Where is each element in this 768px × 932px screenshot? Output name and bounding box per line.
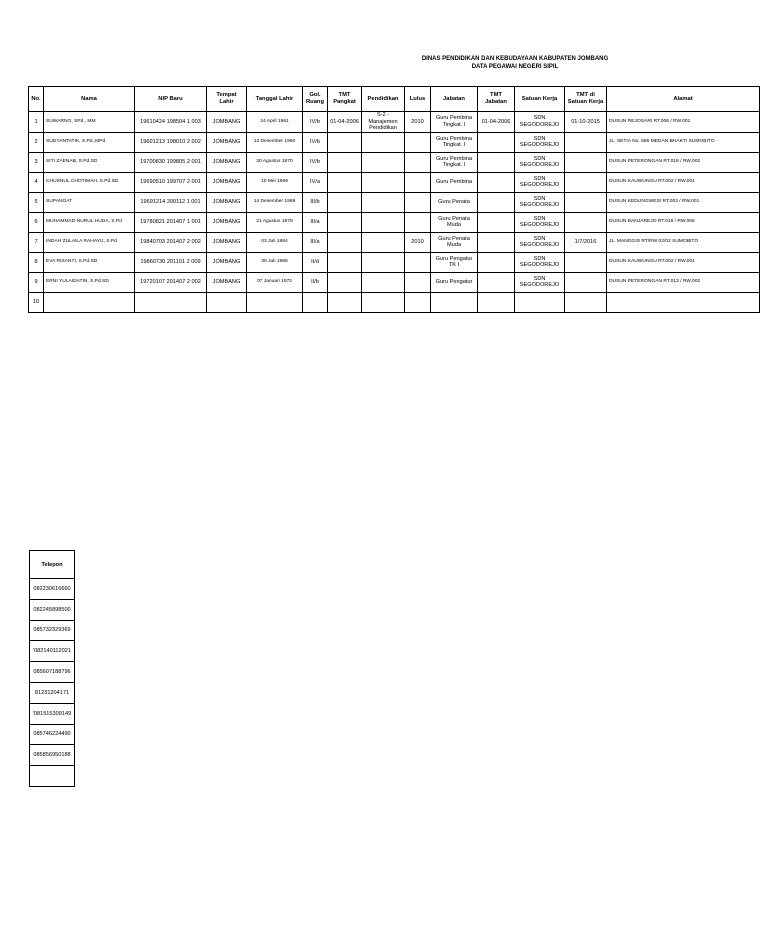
cell-gol: IV/b xyxy=(303,112,328,133)
cell-tmt-pangkat: 01-04-2006 xyxy=(328,112,362,133)
cell-alamat: DUSUN BANJAREJO RT.018 / RW.006 xyxy=(607,212,760,232)
telepon-row xyxy=(30,641,75,662)
cell-nama: SUWARNO, SPd., MM xyxy=(44,112,135,133)
cell-tempat: JOMBANG xyxy=(207,232,247,252)
table-row xyxy=(29,112,760,133)
cell-nip: 19840703 201407 2 002 xyxy=(135,232,207,252)
cell-tmt-pangkat xyxy=(328,212,362,232)
cell-tanggal: 14 Desember 1969 xyxy=(247,192,303,212)
cell-jabatan: Guru Pengatur xyxy=(431,272,478,292)
cell-tanggal: 07 Januari 1972 xyxy=(247,272,303,292)
telepon-row xyxy=(30,599,75,620)
telepon-header: Telepon xyxy=(30,551,75,579)
cell-tmt-pangkat xyxy=(328,132,362,152)
cell-nip: 19860730 201101 2 009 xyxy=(135,252,207,272)
cell-tanggal xyxy=(247,292,303,312)
cell-alamat: JL. MANGGIS RT/RW 02/02 SUMOBITO xyxy=(607,232,760,252)
cell-tanggal: 30 Agustus 1970 xyxy=(247,152,303,172)
cell-tmt-jabatan xyxy=(478,252,515,272)
cell-alamat: DUSUN PETERONGAN RT.013 / RW.002 xyxy=(607,272,760,292)
cell-tmt-satuan xyxy=(565,152,607,172)
cell-tempat: JOMBANG xyxy=(207,132,247,152)
telepon-cell: '081515309149 xyxy=(30,703,75,724)
table-row xyxy=(29,172,760,192)
cell-satuan: SDN SEGODOREJO xyxy=(515,232,565,252)
cell-alamat xyxy=(607,292,760,312)
cell-jabatan: Guru Pengatur TK I xyxy=(431,252,478,272)
cell-tmt-pangkat xyxy=(328,272,362,292)
cell-alamat: DUSUN PETERONGAN RT.018 / RW.002 xyxy=(607,152,760,172)
cell-tmt-satuan xyxy=(565,272,607,292)
cell-tmt-satuan xyxy=(565,132,607,152)
cell-tempat: JOMBANG xyxy=(207,172,247,192)
cell-lulus xyxy=(405,272,431,292)
col-header-satuan-kerja: Satuan Kerja xyxy=(515,87,565,112)
cell-jabatan: Guru Pembina xyxy=(431,172,478,192)
cell-nip: 19720107 201407 2 002 xyxy=(135,272,207,292)
cell-pendidikan xyxy=(362,252,405,272)
cell-nama: SITI ZAENAB, S.Pd.SD xyxy=(44,152,135,172)
col-header-tmt-pangkat: TMT Pangkat xyxy=(328,87,362,112)
cell-alamat: DUSUN KEDUNGWESI RT.002 / RW.001 xyxy=(607,192,760,212)
cell-pendidikan xyxy=(362,272,405,292)
cell-tmt-jabatan xyxy=(478,272,515,292)
telepon-row xyxy=(30,682,75,703)
cell-nama: EVA RISANTI, S.Pd.SD xyxy=(44,252,135,272)
telepon-row xyxy=(30,724,75,745)
cell-gol xyxy=(303,292,328,312)
cell-tmt-satuan xyxy=(565,292,607,312)
cell-jabatan: Guru Pembina Tingkat. I xyxy=(431,152,478,172)
cell-lulus xyxy=(405,132,431,152)
telepon-cell: '082140112021 xyxy=(30,641,75,662)
telepon-header-row xyxy=(30,551,75,579)
cell-nip: 19691214 200112 1 001 xyxy=(135,192,207,212)
col-header-lulus: Lulus xyxy=(405,87,431,112)
cell-tempat: JOMBANG xyxy=(207,192,247,212)
cell-no: 8 xyxy=(29,252,44,272)
cell-gol: II/d xyxy=(303,252,328,272)
col-header-tmt-satuan-kerja: TMT di Satuan Kerja xyxy=(565,87,607,112)
col-header-tmt-jabatan: TMT Jabatan xyxy=(478,87,515,112)
cell-nama xyxy=(44,292,135,312)
cell-pendidikan xyxy=(362,292,405,312)
cell-gol: IV/a xyxy=(303,172,328,192)
telepon-cell: 082230616660 xyxy=(30,579,75,600)
cell-no: 2 xyxy=(29,132,44,152)
cell-gol: II/b xyxy=(303,272,328,292)
cell-no: 9 xyxy=(29,272,44,292)
telepon-cell: 81231204171 xyxy=(30,682,75,703)
cell-nip xyxy=(135,292,207,312)
telepon-cell: 085732329369 xyxy=(30,620,75,641)
cell-no: 3 xyxy=(29,152,44,172)
table-header-row xyxy=(29,87,760,112)
cell-tempat xyxy=(207,292,247,312)
cell-satuan: SDN SEGODOREJO xyxy=(515,192,565,212)
col-header-jabatan: Jabatan xyxy=(431,87,478,112)
cell-jabatan: Guru Penata Muda xyxy=(431,232,478,252)
cell-lulus xyxy=(405,152,431,172)
cell-jabatan: Guru Penata xyxy=(431,192,478,212)
cell-satuan: SDN SEGODOREJO xyxy=(515,272,565,292)
cell-lulus xyxy=(405,212,431,232)
cell-tanggal: 21 Agustus 1978 xyxy=(247,212,303,232)
cell-lulus xyxy=(405,192,431,212)
cell-no: 6 xyxy=(29,212,44,232)
cell-tmt-pangkat xyxy=(328,232,362,252)
cell-tmt-pangkat xyxy=(328,252,362,272)
col-header-tempat-lahir: Tempat Lahir xyxy=(207,87,247,112)
cell-tmt-satuan: 1/7/2016 xyxy=(565,232,607,252)
cell-pendidikan xyxy=(362,172,405,192)
telepon-cell: 082245898500 xyxy=(30,599,75,620)
cell-nama: SUDYANTATIK, S.Pd.,MPd xyxy=(44,132,135,152)
cell-tmt-jabatan xyxy=(478,152,515,172)
cell-tempat: JOMBANG xyxy=(207,152,247,172)
cell-jabatan: Guru Pembina Tingkat. I xyxy=(431,132,478,152)
cell-tempat: JOMBANG xyxy=(207,112,247,133)
cell-gol: III/a xyxy=(303,232,328,252)
cell-pendidikan xyxy=(362,232,405,252)
cell-nip: 19700830 199805 2 001 xyxy=(135,152,207,172)
cell-pendidikan xyxy=(362,152,405,172)
table-row xyxy=(29,152,760,172)
telepon-row xyxy=(30,703,75,724)
cell-pendidikan xyxy=(362,132,405,152)
telepon-cell: 085856950188 xyxy=(30,745,75,766)
cell-tmt-jabatan xyxy=(478,192,515,212)
table-row xyxy=(29,292,760,312)
col-header-alamat: Alamat xyxy=(607,87,760,112)
cell-tanggal: 13 Desember 1960 xyxy=(247,132,303,152)
table-row xyxy=(29,132,760,152)
cell-tmt-pangkat xyxy=(328,192,362,212)
telepon-cell: 085746224490 xyxy=(30,724,75,745)
cell-tmt-pangkat xyxy=(328,292,362,312)
cell-tanggal: 30 Juli 1986 xyxy=(247,252,303,272)
cell-tempat: JOMBANG xyxy=(207,212,247,232)
telepon-table xyxy=(29,550,75,787)
cell-tmt-jabatan xyxy=(478,172,515,192)
cell-no: 7 xyxy=(29,232,44,252)
cell-alamat: DUSUN KAUWUNGU RT.002 / RW.001 xyxy=(607,172,760,192)
cell-tmt-jabatan xyxy=(478,232,515,252)
cell-nama: ERNI YULAIDATIN, S.Pd.SD xyxy=(44,272,135,292)
cell-tmt-satuan xyxy=(565,252,607,272)
telepon-row xyxy=(30,579,75,600)
cell-no: 5 xyxy=(29,192,44,212)
cell-alamat: JL. SETIA No. 565 MEDAN BHAKTI SUMOBITO xyxy=(607,132,760,152)
employee-table xyxy=(28,86,760,313)
cell-nip: 19601213 198010 2 002 xyxy=(135,132,207,152)
telepon-row xyxy=(30,620,75,641)
cell-tanggal: 03 Juli 1984 xyxy=(247,232,303,252)
cell-nip: 19690510 199707 2 001 xyxy=(135,172,207,192)
cell-satuan: SDN SEGODOREJO xyxy=(515,212,565,232)
cell-tmt-pangkat xyxy=(328,172,362,192)
cell-tmt-satuan xyxy=(565,172,607,192)
cell-tmt-jabatan xyxy=(478,212,515,232)
cell-nip: 19610424 198504 1 003 xyxy=(135,112,207,133)
cell-lulus xyxy=(405,252,431,272)
cell-tempat: JOMBANG xyxy=(207,252,247,272)
cell-lulus xyxy=(405,172,431,192)
cell-nama: INDAH ZULAILA RAHAYU, S.Pd xyxy=(44,232,135,252)
cell-pendidikan xyxy=(362,212,405,232)
cell-jabatan: Guru Penata Muda xyxy=(431,212,478,232)
cell-lulus: 2010 xyxy=(405,232,431,252)
cell-satuan: SDN SEGODOREJO xyxy=(515,132,565,152)
cell-nama: SUPANGAT xyxy=(44,192,135,212)
document-title: DINAS PENDIDIKAN DAN KEBUDAYAAN KABUPATEN JOMBANG xyxy=(421,56,609,62)
cell-lulus xyxy=(405,292,431,312)
cell-pendidikan: S-2 - Manajemen Pendidikan xyxy=(362,112,405,133)
cell-satuan: SDN SEGODOREJO xyxy=(515,152,565,172)
cell-no: 10 xyxy=(29,292,44,312)
cell-tmt-jabatan xyxy=(478,292,515,312)
cell-no: 4 xyxy=(29,172,44,192)
table-row xyxy=(29,192,760,212)
cell-gol: IV/b xyxy=(303,132,328,152)
cell-alamat: DUSUN REJOSARI RT.006 / RW.001 xyxy=(607,112,760,133)
cell-tanggal: 10 Mei 1969 xyxy=(247,172,303,192)
cell-gol: III/b xyxy=(303,192,328,212)
cell-gol: III/a xyxy=(303,212,328,232)
telepon-row xyxy=(30,745,75,766)
table-row xyxy=(29,232,760,252)
col-header-nama: Nama xyxy=(44,87,135,112)
cell-no: 1 xyxy=(29,112,44,133)
cell-jabatan xyxy=(431,292,478,312)
cell-nama: CHUSNUL CHOTIMAH, S.Pd.SD xyxy=(44,172,135,192)
col-header-pendidikan: Pendidikan xyxy=(362,87,405,112)
table-row xyxy=(29,252,760,272)
cell-tmt-jabatan xyxy=(478,132,515,152)
table-row xyxy=(29,212,760,232)
col-header-gol-ruang: Gol. Ruang xyxy=(303,87,328,112)
document-subtitle: DATA PEGAWAI NEGERI SIPIL xyxy=(471,64,559,70)
cell-tmt-satuan xyxy=(565,212,607,232)
cell-tmt-jabatan: 01-04-2006 xyxy=(478,112,515,133)
cell-nip: 19780821 201407 1 001 xyxy=(135,212,207,232)
cell-tempat: JOMBANG xyxy=(207,272,247,292)
cell-satuan: SDN SEGODOREJO xyxy=(515,112,565,133)
cell-tmt-satuan xyxy=(565,192,607,212)
cell-pendidikan xyxy=(362,192,405,212)
telepon-cell: 085607188796 xyxy=(30,662,75,683)
cell-satuan: SDN SEGODOREJO xyxy=(515,172,565,192)
telepon-cell xyxy=(30,766,75,787)
cell-nama: MUHAMMAD NURUL HUDA, S.Pd xyxy=(44,212,135,232)
cell-jabatan: Guru Pembina Tingkat. I xyxy=(431,112,478,133)
col-header-no: No. xyxy=(29,87,44,112)
cell-satuan: SDN SEGODOREJO xyxy=(515,252,565,272)
table-row xyxy=(29,272,760,292)
cell-tmt-satuan: 01-10-2015 xyxy=(565,112,607,133)
cell-satuan xyxy=(515,292,565,312)
col-header-tanggal-lahir: Tanggal Lahir xyxy=(247,87,303,112)
col-header-nip: NIP Baru xyxy=(135,87,207,112)
cell-tmt-pangkat xyxy=(328,152,362,172)
cell-alamat: DUSUN KAUWUNGU RT.002 / RW.001 xyxy=(607,252,760,272)
telepon-row xyxy=(30,662,75,683)
cell-tanggal: 24 April 1961 xyxy=(247,112,303,133)
cell-gol: IV/b xyxy=(303,152,328,172)
telepon-row xyxy=(30,766,75,787)
cell-lulus: 2010 xyxy=(405,112,431,133)
